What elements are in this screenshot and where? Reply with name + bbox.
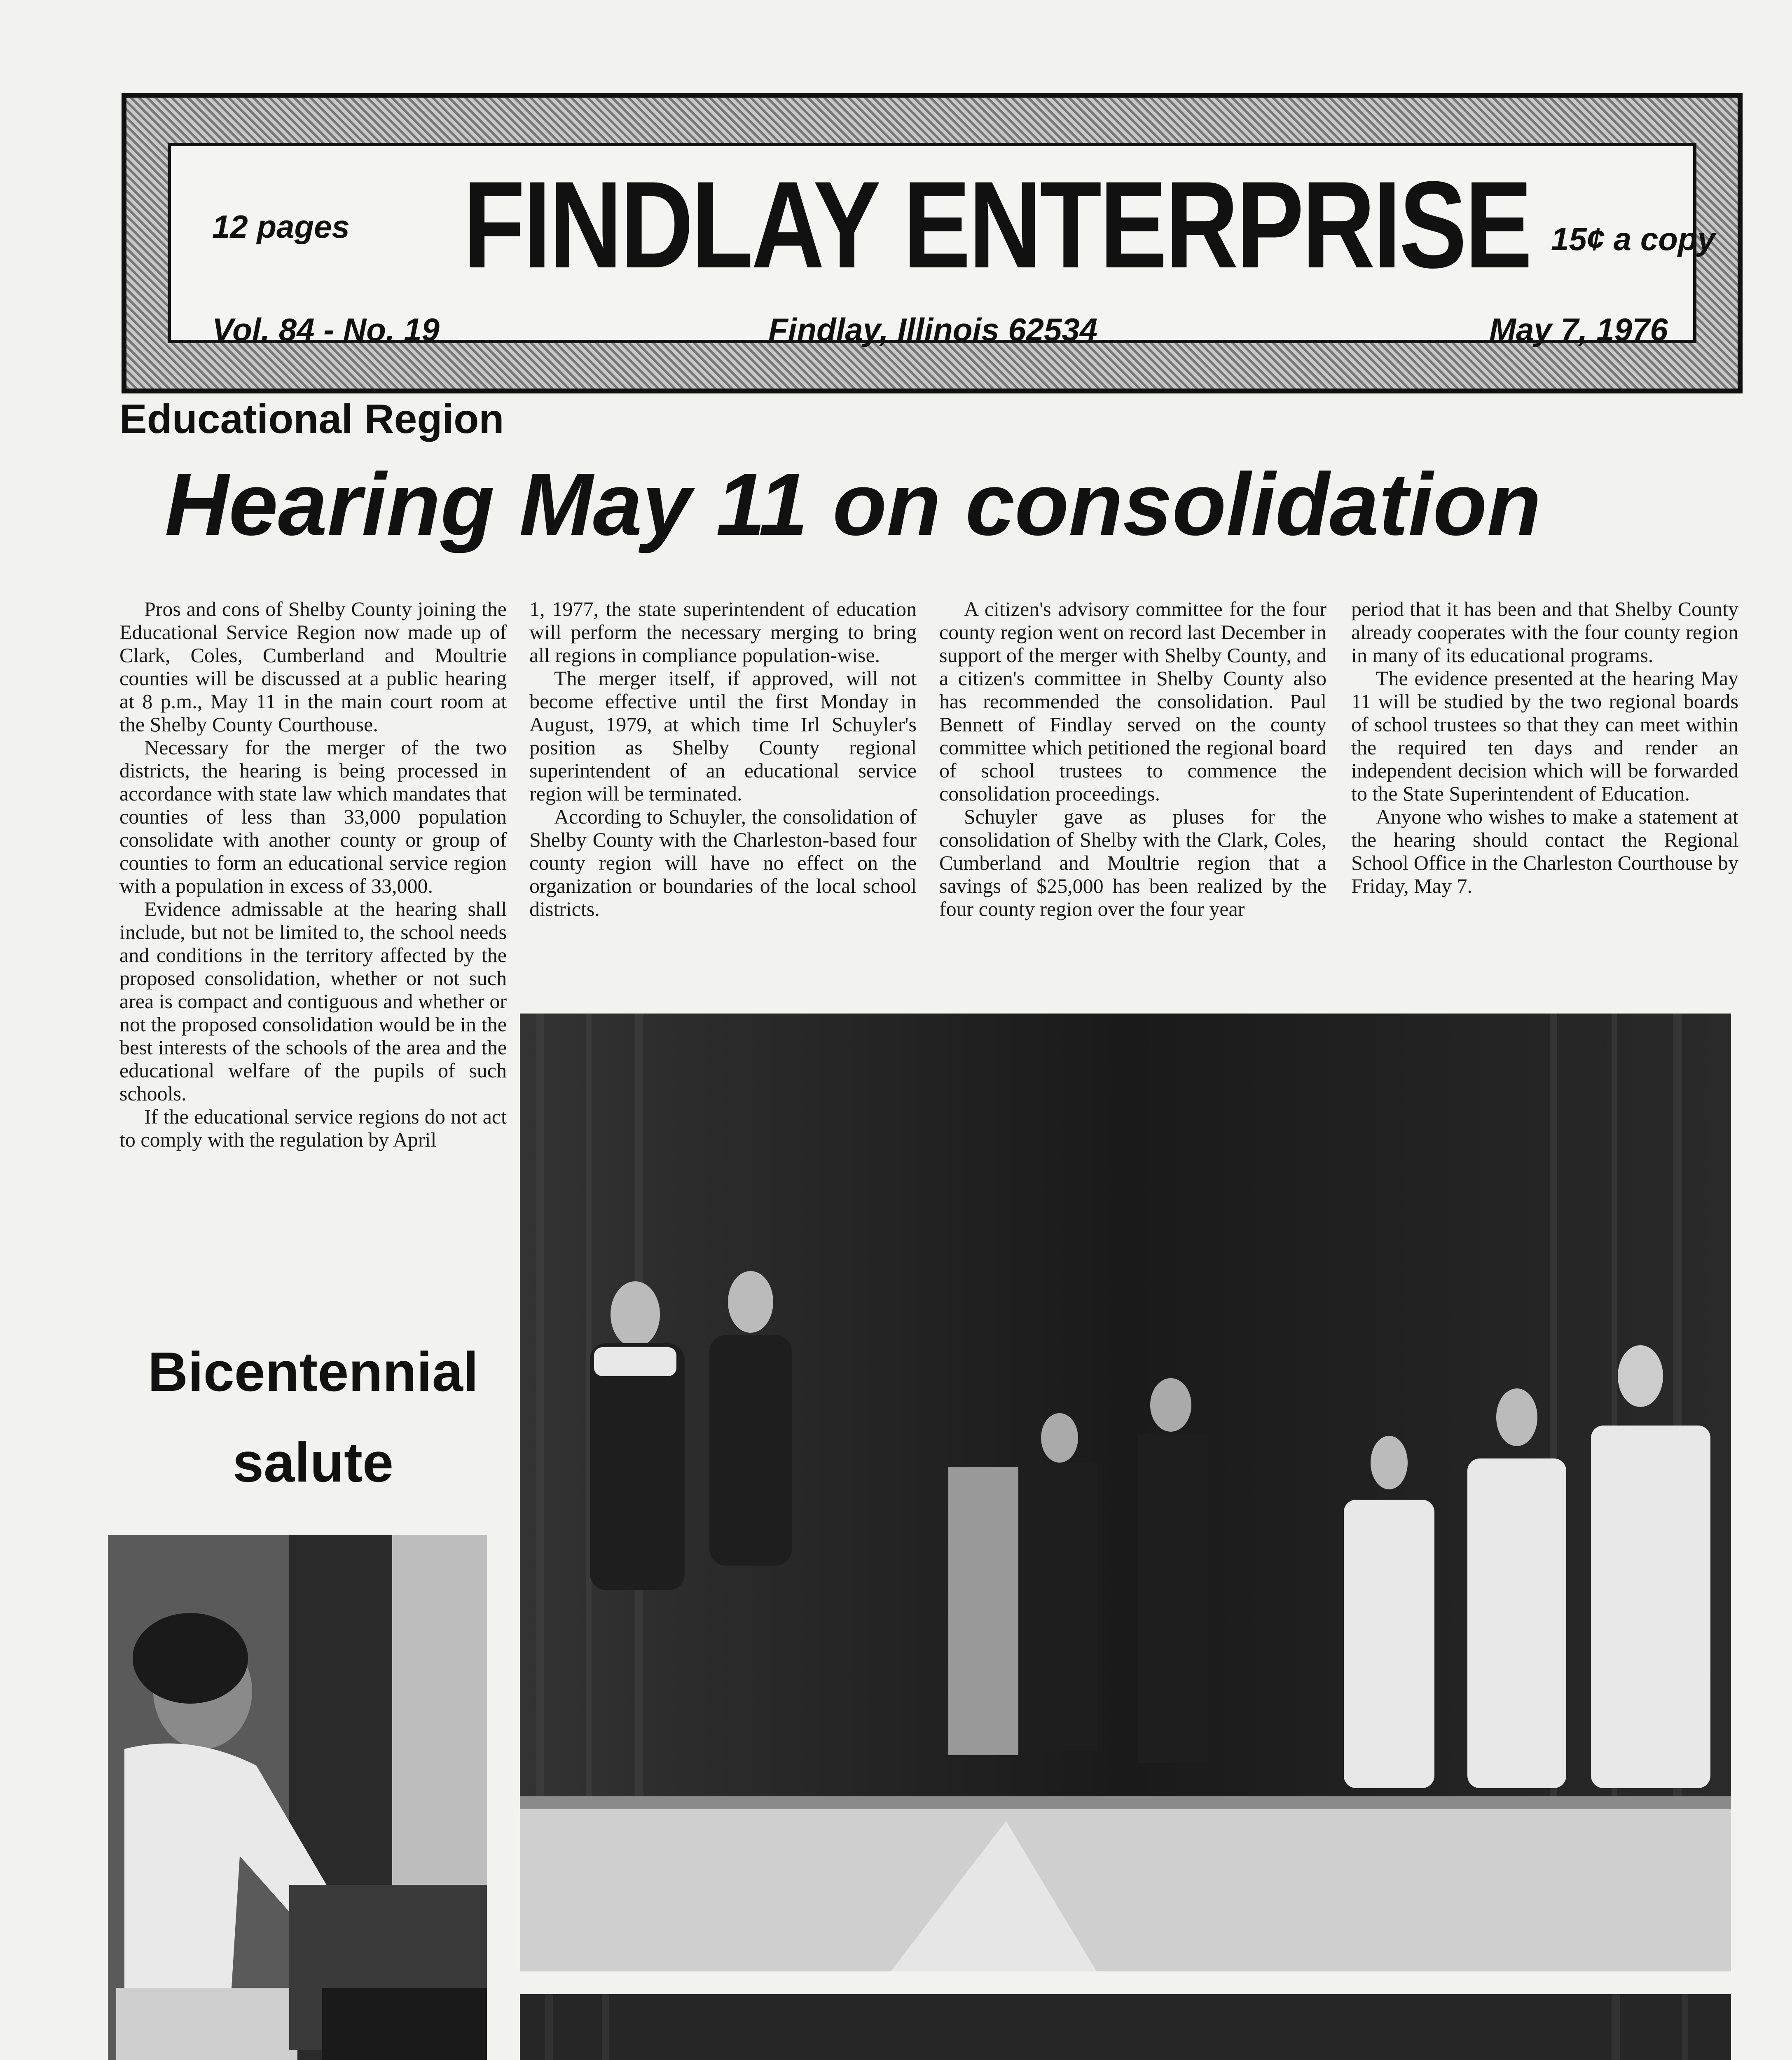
article-headline: Hearing May 11 on consolidation [165, 454, 1542, 554]
paragraph: The evidence presented at the hearing May 11 will be studied by the two regional boards of school trustees so that they can meet within the required ten days and render an independent decision which will be forwarded to the State Superintendent of Education. [1351, 667, 1738, 805]
paragraph: According to Schuyler, the consolidation of Shelby County with the Charleston-based four county region will have no effect on the organization or boundaries of the local school districts. [529, 805, 917, 920]
article-column-3 [939, 597, 1326, 920]
paragraph: Anyone who wishes to make a statement at the hearing should contact the Regional School Office in the Charleston Courthouse by Friday, May 7. [1351, 805, 1738, 897]
paragraph: The merger itself, if approved, will not become effective until the first Monday in August, 1979, at which time Irl Schuyler's position as Shelby County regional superintendent of an educational service region will be terminated. [529, 667, 917, 805]
price: 15¢ a copy [1551, 221, 1715, 257]
photo-indians-stage [520, 1994, 1731, 2060]
paragraph: 1, 1977, the state superintendent of education will perform the necessary merging to bring all regions in compliance population-wise. [529, 597, 917, 667]
article-kicker: Educational Region [119, 396, 504, 442]
volume-number: Vol. 84 - No. 19 [212, 311, 440, 348]
paragraph: A citizen's advisory committee for the four county region went on record last December in support of the merger with Shelby County, and a citizen's committee in Shelby County also has recommended the consolidation. Paul Bennett of Findlay served on the county committee which petitioned the regional board of school trustees to commence the consolidation proceedings. [939, 597, 1326, 805]
paragraph: period that it has been and that Shelby County already cooperates with the four county region in many of its educational programs. [1351, 597, 1738, 667]
masthead-panel [168, 143, 1715, 348]
paragraph: Schuyler gave as pluses for the consolidation of Shelby with the Clark, Coles, Cumberland and Moultrie region that a savings of $25,000 has been realized by the four county region over the four year [939, 805, 1326, 920]
section-title-line-2: salute [232, 1431, 394, 1494]
paragraph: Evidence admissable at the hearing shall include, but not be limited to, the school needs and conditions in the territory affected by the proposed consolidation, whether or not such area is compact and contiguous and whether or not the proposed consolidation would be in the best interests of the schools of the area and the educational welfare of the pupils of such schools. [119, 897, 507, 1105]
photo-pilgrims-stage [520, 1014, 1731, 1971]
article-column-1 [119, 597, 507, 1151]
section-title [119, 1327, 507, 1508]
article-column-2 [529, 597, 917, 920]
article-column-4 [1351, 597, 1738, 897]
newspaper-title: FINDLAY ENTERPRISE [463, 155, 1530, 294]
dateline-location: Findlay, Illinois 62534 [768, 311, 1098, 348]
page-count: 12 pages [212, 208, 350, 245]
photo-pageant-director [108, 1535, 487, 2060]
paragraph: Pros and cons of Shelby County joining the Educational Service Region now made up of Clark, Coles, Cumberland and Moultrie counties will be discussed at a public hearing at 8 p.m., May 11 in the main court room at the Shelby County Courthouse. [119, 597, 507, 736]
issue-date: May 7, 1976 [1489, 311, 1668, 348]
paragraph: If the educational service regions do not act to comply with the regulation by April [119, 1105, 507, 1151]
section-title-line-1: Bicentennial [147, 1341, 479, 1403]
paragraph: Necessary for the merger of the two districts, the hearing is being processed in accordance with state law which mandates that counties of less than 33,000 population consolidate with another county or group of counties to form an educational service region with a population in excess of 33,000. [119, 736, 507, 897]
masthead [122, 93, 1743, 393]
